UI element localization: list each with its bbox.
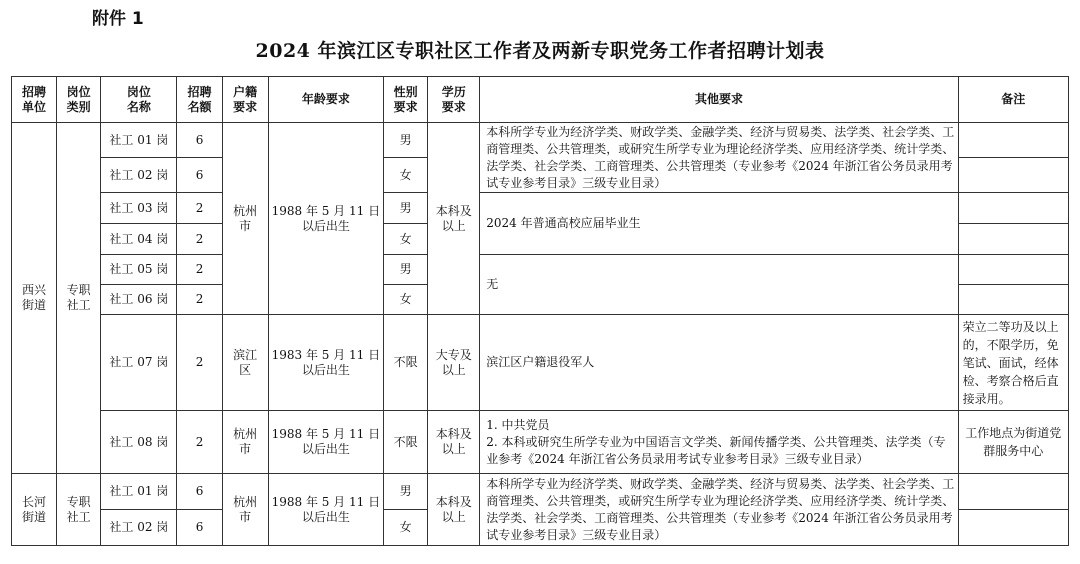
post-name: 社工 08 岗	[101, 411, 177, 474]
post-count: 2	[177, 224, 222, 255]
header-education: 学历 要求	[428, 77, 480, 123]
category-cell: 专职 社工	[57, 123, 101, 474]
header-other: 其他要求	[480, 77, 958, 123]
post-count: 2	[177, 193, 222, 224]
gender-cell: 不限	[384, 411, 428, 474]
education-cell: 本科及 以上	[428, 123, 480, 315]
post-count: 6	[177, 510, 222, 546]
header-age: 年龄要求	[268, 77, 383, 123]
residence-cell: 杭州 市	[222, 123, 268, 315]
post-name: 社工 02 岗	[101, 158, 177, 193]
note-cell	[958, 510, 1068, 546]
post-count: 6	[177, 158, 222, 193]
header-unit: 招聘 单位	[12, 77, 57, 123]
page-title: 2024 年滨江区专职社区工作者及两新专职党务工作者招聘计划表	[255, 40, 825, 62]
other-req-major: 本科所学专业为经济学类、财政学类、金融学类、经济与贸易类、法学类、社会学类、工商管理类、公共管理类，或研究生所学专业为理论经济学类、应用经济学类、统计学类、法学类、社会学类、工商管理类、公共管理类（专业参考《2024 年浙江省公务员录用考试专业参考目录》三级专业目录）	[480, 123, 958, 193]
other-req-party	[480, 411, 958, 474]
note-cell	[958, 158, 1068, 193]
post-count: 6	[177, 123, 222, 158]
other-req-major: 本科所学专业为经济学类、财政学类、金融学类、经济与贸易类、法学类、社会学类、工商管理类、公共管理类，或研究生所学专业为理论经济学类、应用经济学类、统计学类、法学类、社会学类、工商管理类、公共管理类（专业参考《2024 年浙江省公务员录用考试专业参考目录》三级专业目录）	[480, 474, 958, 546]
post-name: 社工 06 岗	[101, 285, 177, 315]
category-cell: 专职 社工	[57, 474, 101, 546]
age-cell: 1988 年 5 月 11 日 以后出生	[268, 474, 383, 546]
gender-cell: 男	[384, 255, 428, 285]
note-cell	[958, 123, 1068, 158]
post-count: 2	[177, 285, 222, 315]
residence-cell: 杭州 市	[222, 411, 268, 474]
note-cell	[958, 474, 1068, 510]
note-cell: 荣立二等功及以上的，不限学历，免笔试、面试，经体检、考察合格后直接录用。	[958, 315, 1068, 411]
post-name: 社工 04 岗	[101, 224, 177, 255]
unit-cell: 西兴 街道	[12, 123, 57, 474]
table-row	[12, 315, 1069, 411]
note-cell	[958, 285, 1068, 315]
post-name: 社工 02 岗	[101, 510, 177, 546]
table-row	[12, 474, 1069, 510]
post-name: 社工 03 岗	[101, 193, 177, 224]
note-cell	[958, 224, 1068, 255]
other-req-graduate: 2024 年普通高校应届毕业生	[480, 193, 958, 255]
table-row	[12, 411, 1069, 474]
post-name: 社工 01 岗	[101, 123, 177, 158]
gender-cell: 女	[384, 158, 428, 193]
unit-cell: 长河 街道	[12, 474, 57, 546]
education-cell: 本科及 以上	[428, 411, 480, 474]
note-cell	[958, 255, 1068, 285]
header-post: 岗位 名称	[101, 77, 177, 123]
note-cell	[958, 193, 1068, 224]
post-count: 2	[177, 255, 222, 285]
age-cell: 1988 年 5 月 11 日 以后出生	[268, 411, 383, 474]
header-category: 岗位 类别	[57, 77, 101, 123]
gender-cell: 男	[384, 474, 428, 510]
education-cell: 大专及 以上	[428, 315, 480, 411]
other-req-veteran: 滨江区户籍退役军人	[480, 315, 958, 411]
table-row	[12, 193, 1069, 224]
gender-cell: 男	[384, 123, 428, 158]
post-name: 社工 01 岗	[101, 474, 177, 510]
table-row	[12, 123, 1069, 158]
recruitment-plan-table	[11, 76, 1069, 546]
note-cell: 工作地点为街道党群服务中心	[958, 411, 1068, 474]
post-count: 6	[177, 474, 222, 510]
residence-cell: 杭州 市	[222, 474, 268, 546]
header-residence: 户籍 要求	[222, 77, 268, 123]
party-req-2: 2. 本科或研究生所学专业为中国语言文学类、新闻传播学类、公共管理类、法学类（专业参考《2024 年浙江省公务员录用考试专业参考目录》三级专业目录）	[486, 434, 946, 466]
gender-cell: 男	[384, 193, 428, 224]
gender-cell: 女	[384, 224, 428, 255]
other-req-none: 无	[480, 255, 958, 315]
party-req-1: 1. 中共党员	[486, 417, 550, 432]
attachment-label: 附件 1	[92, 9, 144, 29]
table-row	[12, 255, 1069, 285]
residence-cell: 滨江 区	[222, 315, 268, 411]
header-row	[12, 77, 1069, 123]
gender-cell: 女	[384, 285, 428, 315]
post-count: 2	[177, 315, 222, 411]
gender-cell: 不限	[384, 315, 428, 411]
age-cell: 1988 年 5 月 11 日 以后出生	[268, 123, 383, 315]
post-name: 社工 07 岗	[101, 315, 177, 411]
post-count: 2	[177, 411, 222, 474]
education-cell: 本科及 以上	[428, 474, 480, 546]
header-count: 招聘 名额	[177, 77, 222, 123]
header-note: 备注	[958, 77, 1068, 123]
header-gender: 性别 要求	[384, 77, 428, 123]
post-name: 社工 05 岗	[101, 255, 177, 285]
age-cell: 1983 年 5 月 11 日 以后出生	[268, 315, 383, 411]
gender-cell: 女	[384, 510, 428, 546]
